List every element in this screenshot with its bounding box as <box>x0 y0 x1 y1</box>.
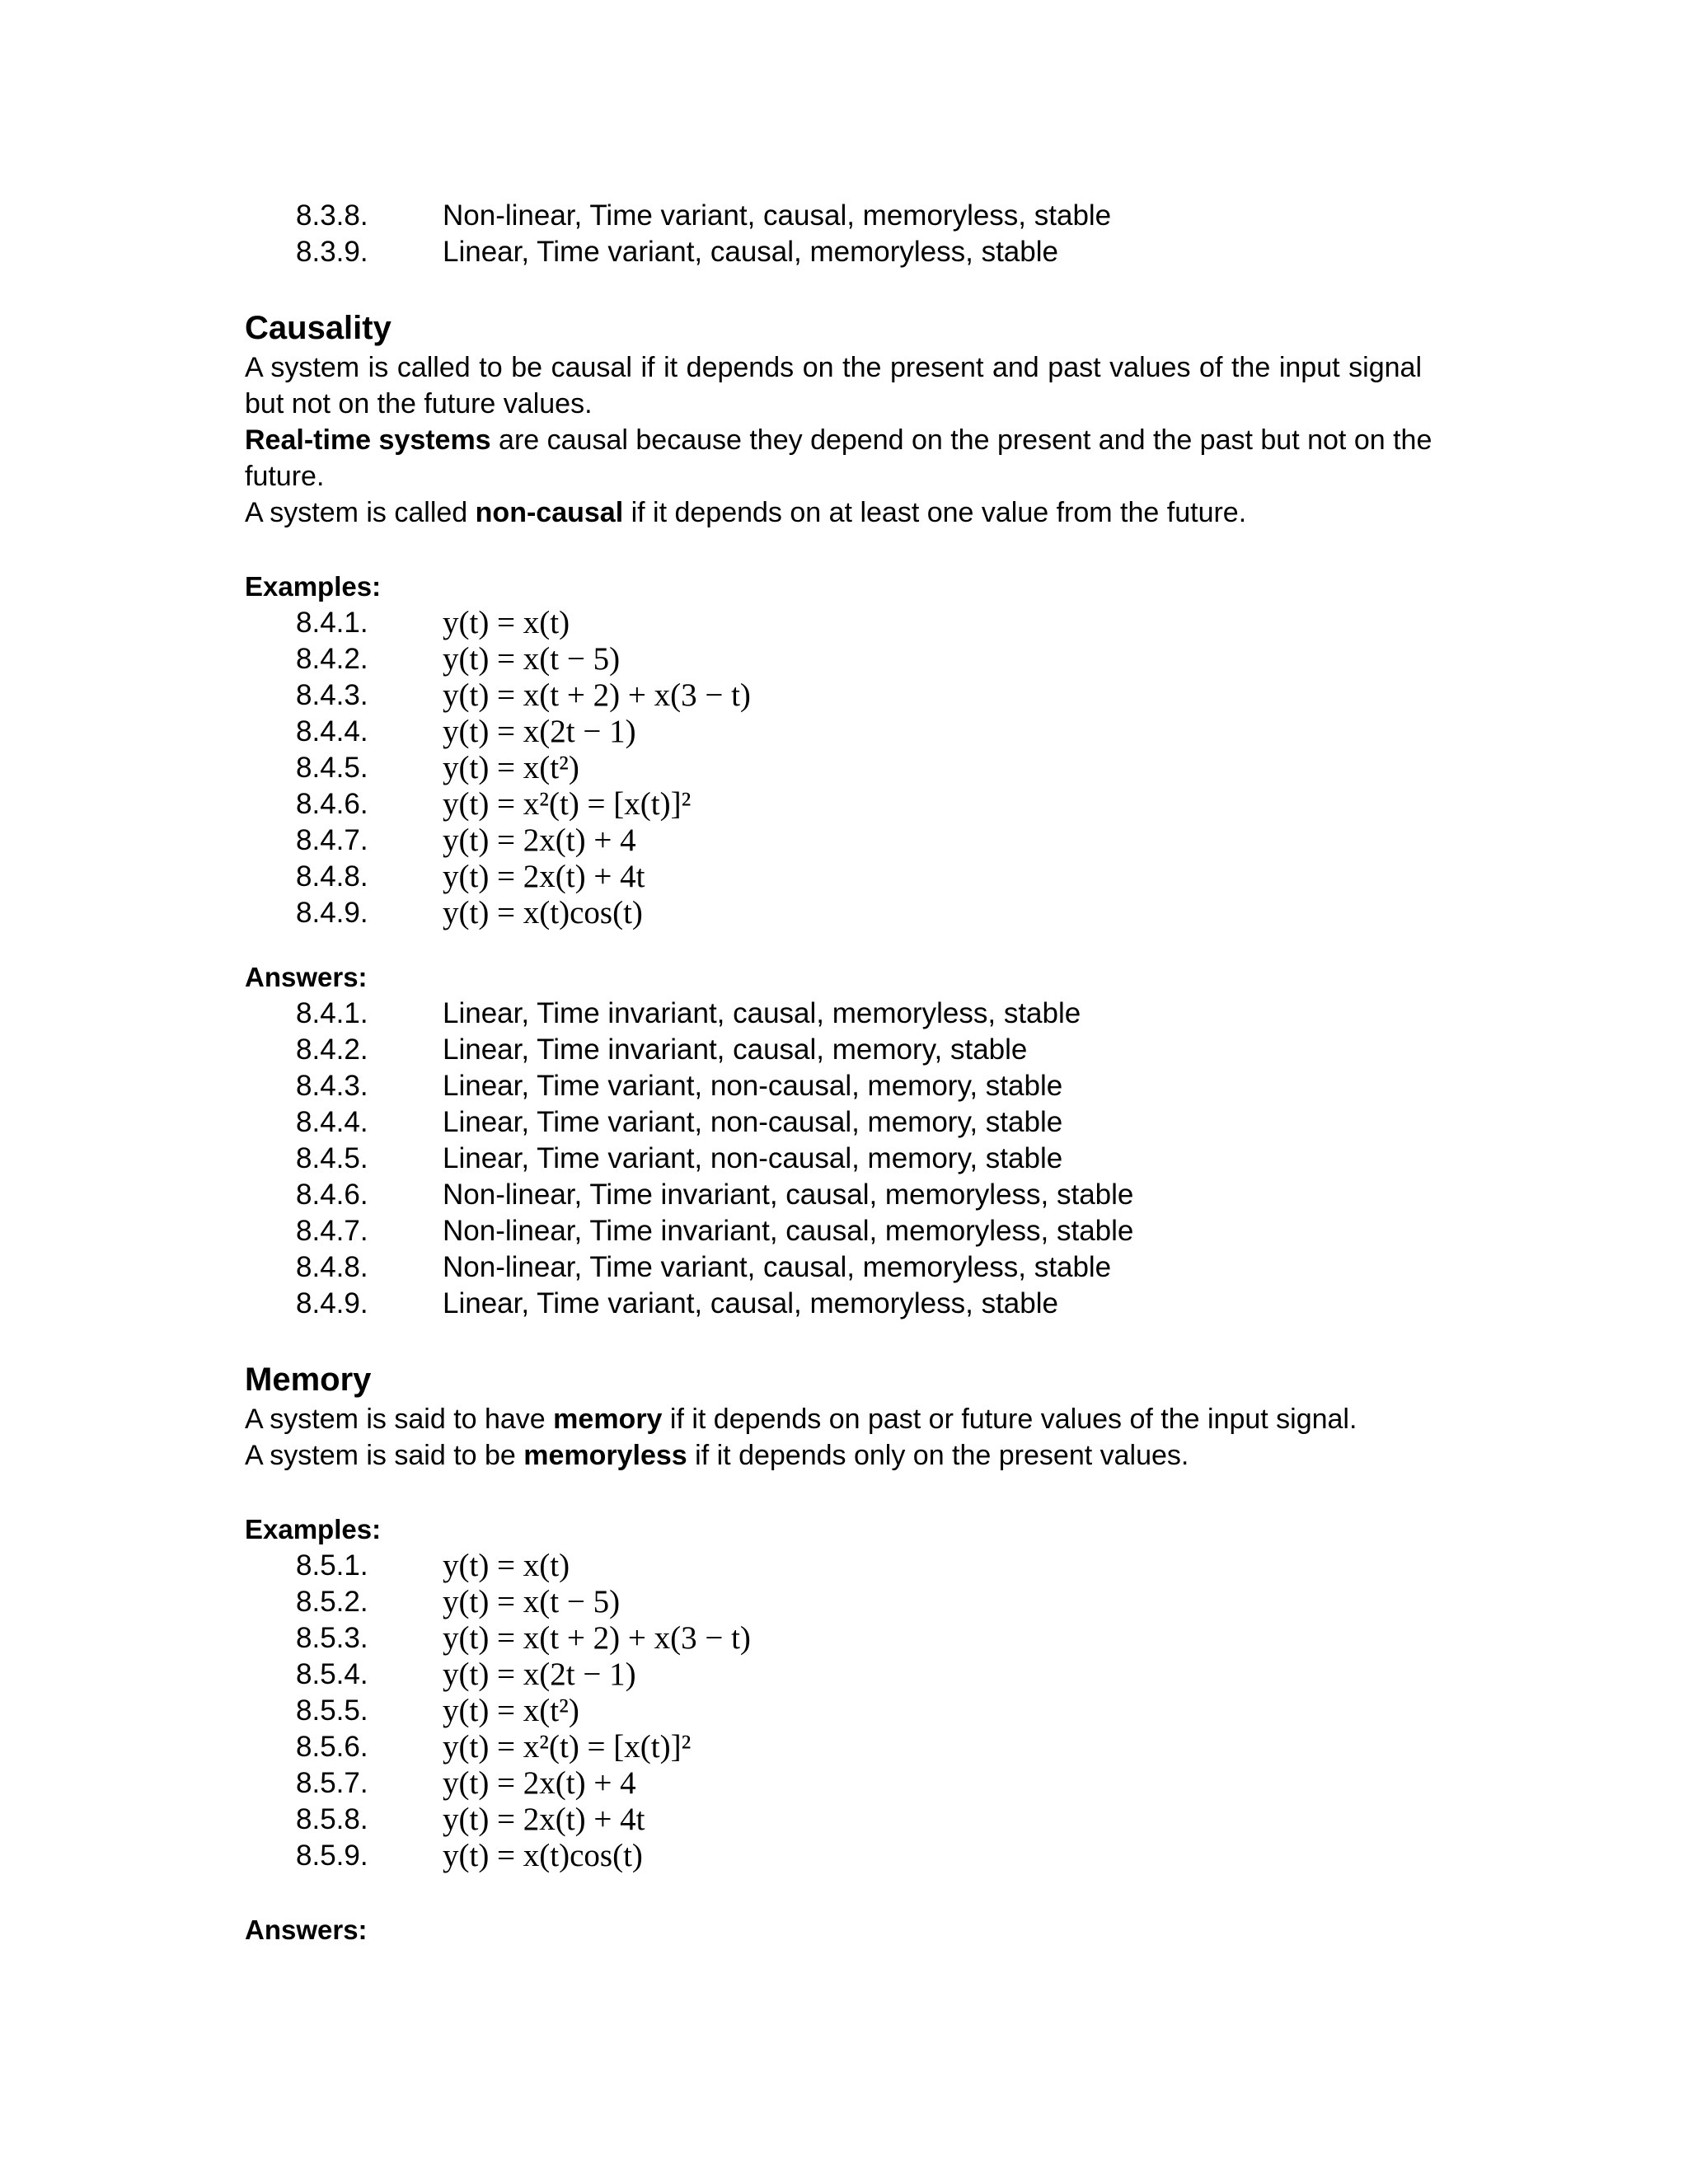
item-number: 8.5.9. <box>296 1840 368 1872</box>
paragraph-line <box>245 1437 1422 1474</box>
paragraph-line: but not on the future values. <box>245 388 593 419</box>
equation: y(t) = x(t − 5) <box>443 641 621 677</box>
item-number: 8.4.8. <box>296 1251 368 1283</box>
section-heading-memory: Memory <box>245 1361 372 1398</box>
answer-text: Non-linear, Time variant, causal, memoryless, stable <box>443 199 1112 232</box>
item-number: 8.3.8. <box>296 199 368 232</box>
answer-text: Linear, Time variant, causal, memoryless, stable <box>443 1287 1058 1319</box>
equation: y(t) = x²(t) = [x(t)]² <box>443 786 692 822</box>
example-row <box>0 895 1688 931</box>
bold-term: non-causal <box>475 497 624 528</box>
item-number: 8.4.2. <box>296 643 368 675</box>
equation: y(t) = x(t) <box>443 605 570 640</box>
item-number: 8.4.9. <box>296 1287 368 1319</box>
equation: y(t) = x(t²) <box>443 1693 579 1728</box>
paragraph-text: are causal because they depend on the present and the past but not on the <box>490 424 1432 456</box>
answer-row <box>0 1104 1688 1141</box>
example-row <box>0 750 1688 786</box>
example-row <box>0 823 1688 859</box>
answer-text: Linear, Time invariant, causal, memoryless, stable <box>443 997 1081 1029</box>
paragraph-text: A system is said to be <box>245 1440 524 1471</box>
item-number: 8.4.5. <box>296 752 368 784</box>
equation: y(t) = x(t − 5) <box>443 1584 621 1619</box>
answer-row <box>0 996 1688 1032</box>
paragraph-line <box>245 422 1432 458</box>
item-number: 8.4.2. <box>296 1033 368 1066</box>
example-row <box>0 641 1688 677</box>
answers-label: Answers: <box>245 962 368 992</box>
item-number: 8.4.8. <box>296 860 368 893</box>
paragraph-text: A system is called <box>245 497 476 528</box>
answer-row <box>0 1141 1688 1177</box>
answer-row <box>0 1249 1688 1286</box>
answer-text: Linear, Time variant, non-causal, memory, stable <box>443 1070 1063 1102</box>
answer-text: Non-linear, Time invariant, causal, memoryless, stable <box>443 1215 1134 1247</box>
examples-label: Examples: <box>245 1514 382 1544</box>
example-row <box>0 1729 1688 1765</box>
example-row <box>0 859 1688 895</box>
example-row <box>0 1693 1688 1729</box>
example-row <box>0 1548 1688 1584</box>
paragraph-text: if it depends on at least one value from the future. <box>623 497 1247 528</box>
equation: y(t) = x(2t − 1) <box>443 1657 636 1692</box>
answer-row <box>0 1032 1688 1068</box>
equation: y(t) = x(t + 2) + x(3 − t) <box>443 677 751 713</box>
answer-text: Non-linear, Time variant, causal, memoryless, stable <box>443 1251 1112 1283</box>
equation: y(t) = x(t)cos(t) <box>443 895 643 930</box>
item-number: 8.4.4. <box>296 715 368 748</box>
answer-row <box>0 1286 1688 1322</box>
answer-row <box>0 1068 1688 1104</box>
example-row <box>0 1620 1688 1657</box>
item-number: 8.4.1. <box>296 607 368 639</box>
item-number: 8.5.5. <box>296 1694 368 1727</box>
item-number: 8.4.7. <box>296 824 368 856</box>
example-row <box>0 786 1688 823</box>
equation: y(t) = 2x(t) + 4t <box>443 859 645 894</box>
item-number: 8.4.5. <box>296 1142 368 1174</box>
answers-label: Answers: <box>245 1915 368 1945</box>
example-row <box>0 605 1688 641</box>
equation: y(t) = 2x(t) + 4t <box>443 1802 645 1837</box>
list-item <box>0 234 1688 270</box>
item-number: 8.4.6. <box>296 788 368 820</box>
paragraph-line <box>245 494 1422 531</box>
item-number: 8.4.3. <box>296 1070 368 1102</box>
paragraph-line: future. <box>245 461 325 492</box>
item-number: 8.5.7. <box>296 1767 368 1799</box>
item-number: 8.5.3. <box>296 1622 368 1654</box>
answer-text: Linear, Time invariant, causal, memory, stable <box>443 1033 1028 1066</box>
answer-text: Linear, Time variant, non-causal, memory, stable <box>443 1106 1063 1138</box>
paragraph-text: if it depends on past or future values of the input signal. <box>662 1404 1357 1435</box>
bold-term: memoryless <box>523 1440 687 1471</box>
item-number: 8.4.4. <box>296 1106 368 1138</box>
equation: y(t) = x(t²) <box>443 750 579 785</box>
paragraph-text: A system is said to have <box>245 1404 554 1435</box>
paragraph-line <box>245 1401 1422 1437</box>
equation: y(t) = x²(t) = [x(t)]² <box>443 1729 692 1765</box>
answer-text: Linear, Time variant, causal, memoryless, stable <box>443 236 1058 268</box>
example-row <box>0 1765 1688 1802</box>
equation: y(t) = 2x(t) + 4 <box>443 1765 636 1801</box>
item-number: 8.5.4. <box>296 1658 368 1690</box>
equation: y(t) = x(t) <box>443 1548 570 1583</box>
answer-text: Linear, Time variant, non-causal, memory, stable <box>443 1142 1063 1174</box>
answer-text: Non-linear, Time invariant, causal, memoryless, stable <box>443 1179 1134 1211</box>
item-number: 8.5.2. <box>296 1586 368 1618</box>
example-row <box>0 1584 1688 1620</box>
example-row <box>0 714 1688 750</box>
example-row <box>0 1838 1688 1874</box>
equation: y(t) = 2x(t) + 4 <box>443 823 636 858</box>
example-row <box>0 1657 1688 1693</box>
example-row <box>0 677 1688 714</box>
item-number: 8.4.1. <box>296 997 368 1029</box>
answer-row <box>0 1177 1688 1213</box>
item-number: 8.4.7. <box>296 1215 368 1247</box>
paragraph-line: A system is called to be causal if it depends on the present and past values of the input signal <box>245 352 1422 383</box>
equation: y(t) = x(t)cos(t) <box>443 1838 643 1873</box>
item-number: 8.4.6. <box>296 1179 368 1211</box>
paragraph-text: if it depends only on the present values. <box>687 1440 1189 1471</box>
bold-term: Real-time systems <box>245 424 491 456</box>
item-number: 8.4.9. <box>296 897 368 929</box>
example-row <box>0 1802 1688 1838</box>
list-item <box>0 198 1688 234</box>
bold-term: memory <box>553 1404 663 1435</box>
item-number: 8.4.3. <box>296 679 368 711</box>
section-heading-causality: Causality <box>245 310 392 346</box>
item-number: 8.5.1. <box>296 1549 368 1582</box>
item-number: 8.3.9. <box>296 236 368 268</box>
equation: y(t) = x(2t − 1) <box>443 714 636 749</box>
item-number: 8.5.8. <box>296 1803 368 1835</box>
equation: y(t) = x(t + 2) + x(3 − t) <box>443 1620 751 1656</box>
answer-row <box>0 1213 1688 1249</box>
examples-label: Examples: <box>245 571 382 602</box>
item-number: 8.5.6. <box>296 1731 368 1763</box>
